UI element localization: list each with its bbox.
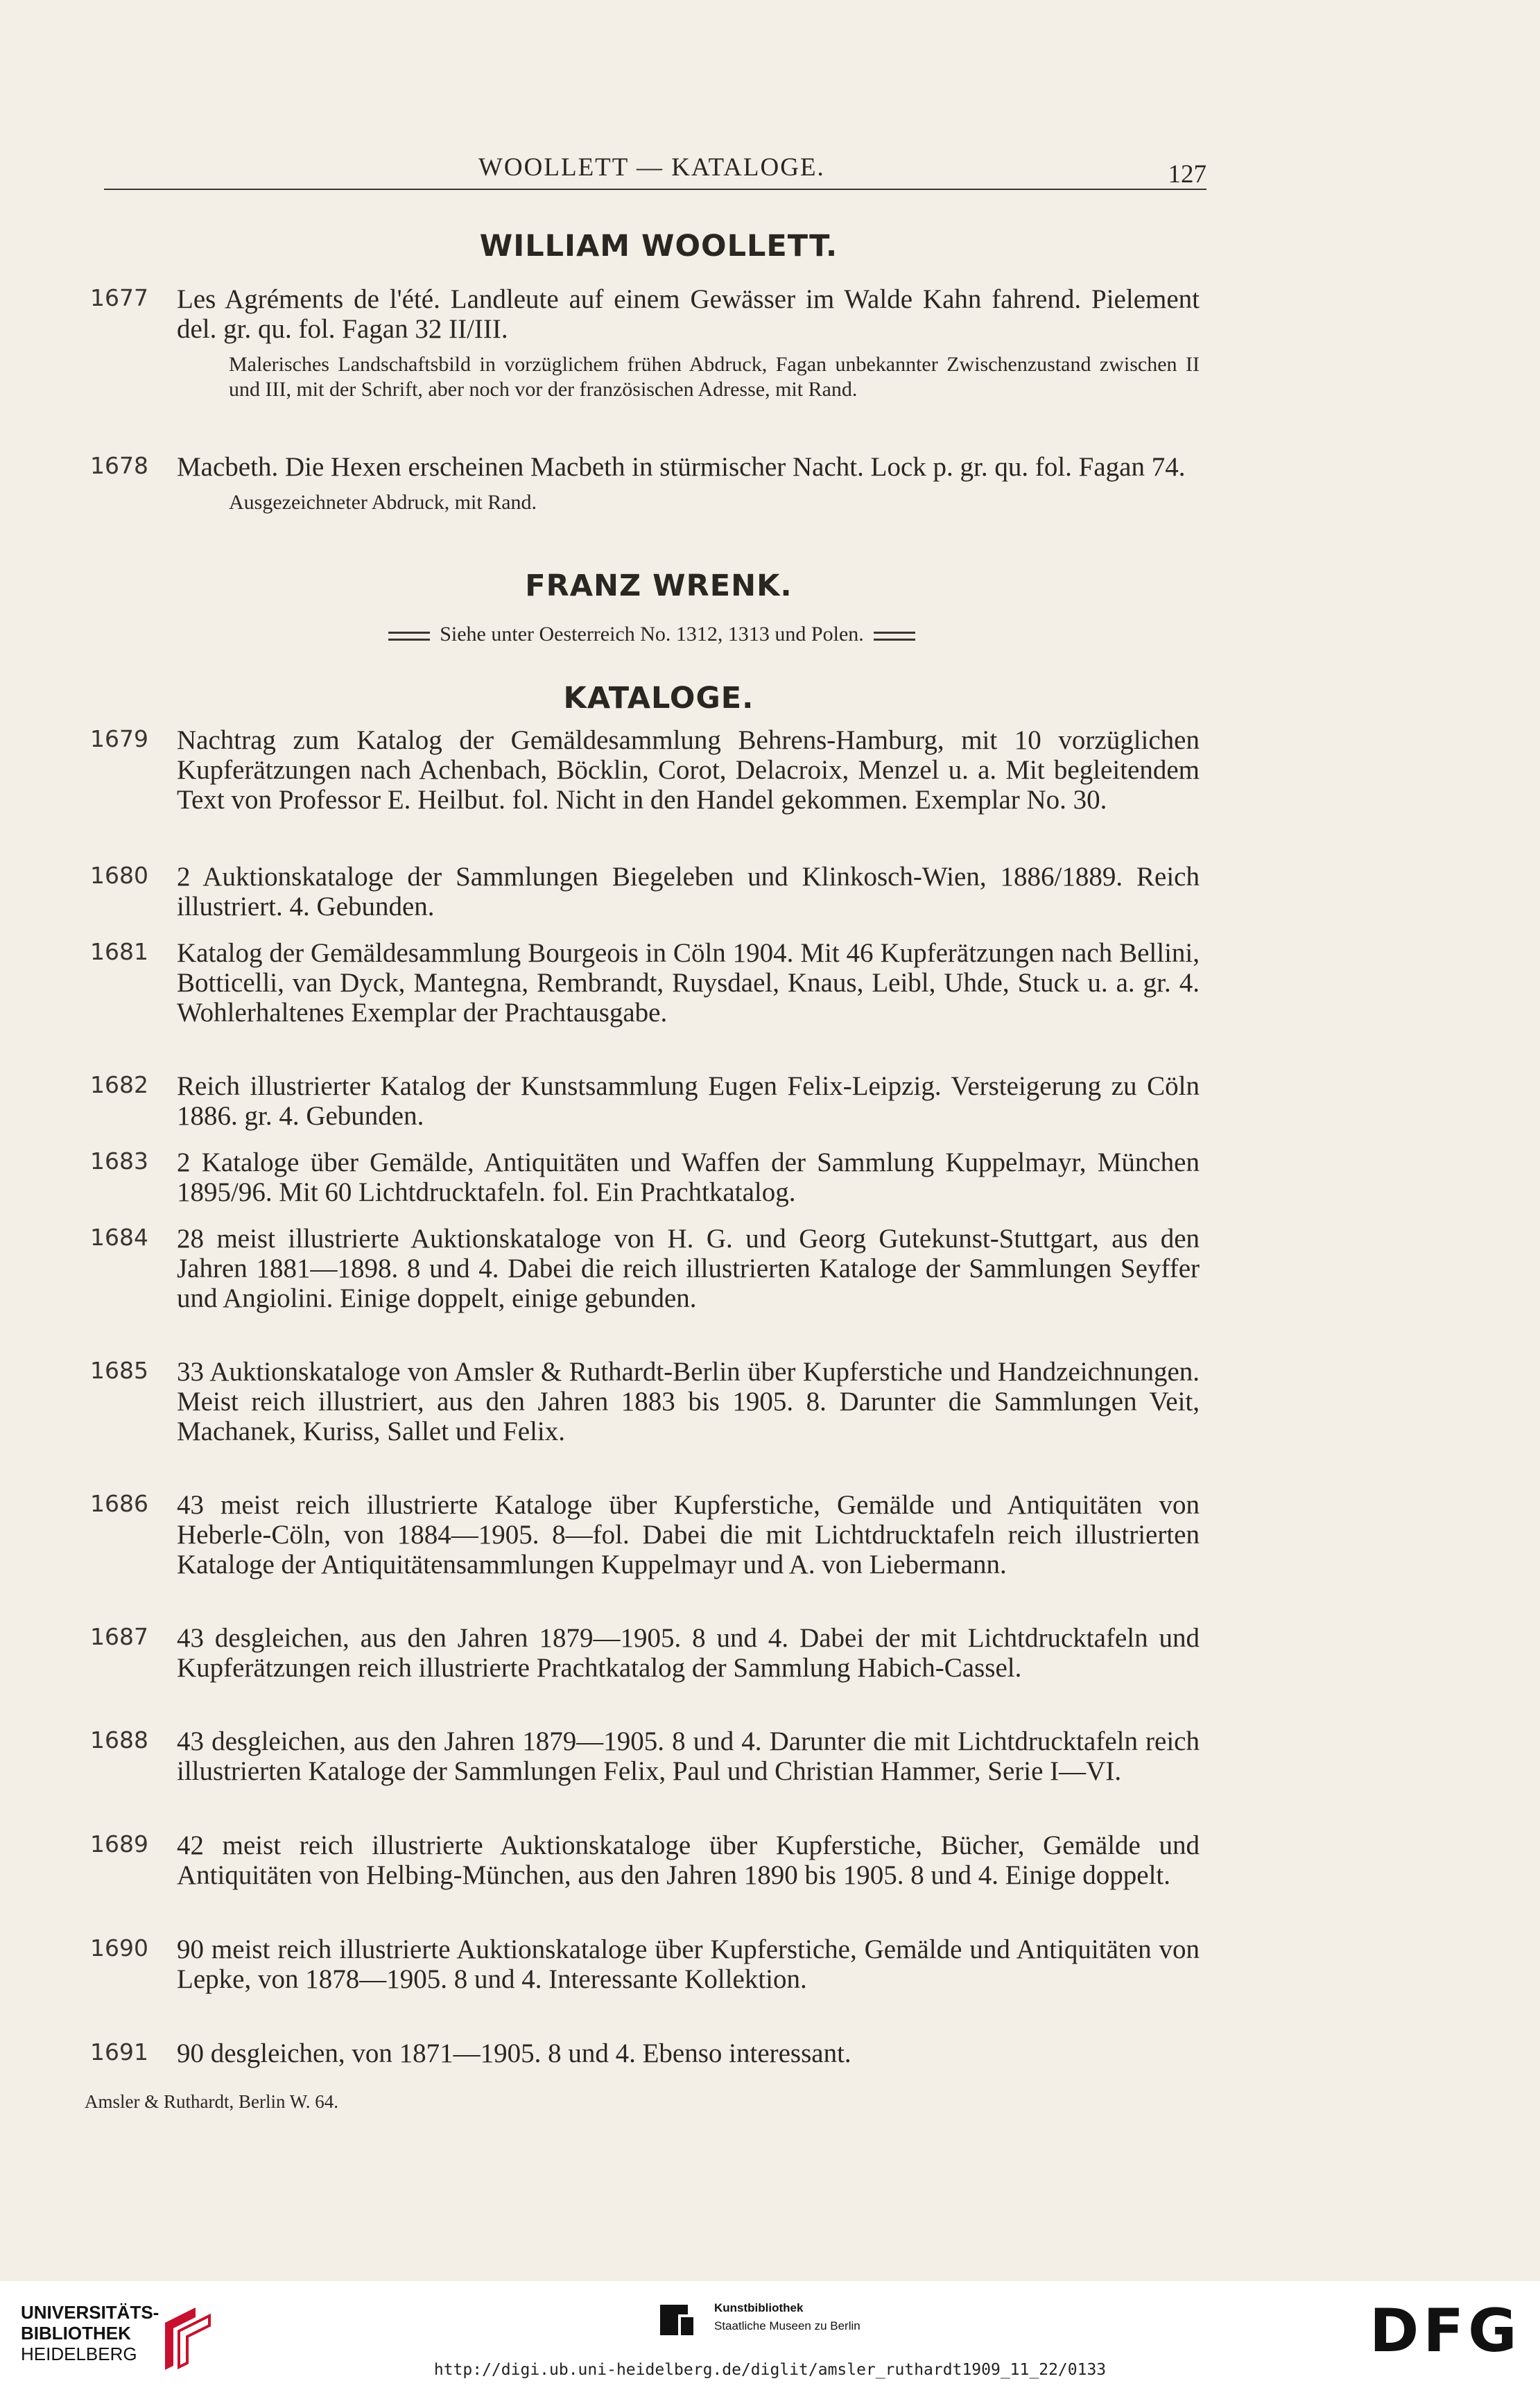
printer-imprint: Amsler & Ruthardt, Berlin W. 64. bbox=[85, 2091, 338, 2112]
section-title-woollett: WILLIAM WOOLLETT. bbox=[479, 229, 838, 263]
catalog-entry bbox=[90, 725, 1200, 815]
dfg-logo[interactable]: DFG bbox=[1369, 2296, 1521, 2366]
section-title-wrenk: FRANZ WRENK. bbox=[525, 569, 793, 603]
entry-text: 28 meist illustrierte Auktionskataloge von H. G. und Georg Gutekunst-Stuttgart, aus den Jahren 1881—1898. 8 und 4. Dabei die reich illustrierten Kataloge der Sammlungen Seyffer und Angiolini. Einige doppelt, einige gebunden. bbox=[177, 1224, 1200, 1313]
catalog-entry bbox=[90, 1357, 1200, 1446]
entry-number: 1690 bbox=[90, 1934, 148, 1962]
page-number: 127 bbox=[1168, 160, 1206, 189]
catalog-entry bbox=[90, 1623, 1200, 1683]
entry-text: 42 meist reich illustrierte Auktionskataloge über Kupferstiche, Bücher, Gemälde und Antiquitäten von Helbing-München, aus den Jahren 1890 bis 1905. 8 und 4. Einige doppelt. bbox=[177, 1830, 1200, 1890]
running-title: WOOLLETT — KATALOGE. bbox=[478, 153, 825, 182]
entry-remark: Malerisches Landschaftsbild in vorzüglichem frühen Abdruck, Fagan unbekannter Zwischenzustand zwischen II und III, mit der Schrift, aber noch vor der französischen Adresse, mit Rand. bbox=[229, 353, 1200, 401]
entry-number: 1688 bbox=[90, 1726, 148, 1753]
entry-number: 1683 bbox=[90, 1148, 148, 1175]
entry-number: 1685 bbox=[90, 1357, 148, 1384]
catalog-entry bbox=[90, 1934, 1200, 1994]
entry-text: 2 Auktionskataloge der Sammlungen Biegeleben und Klinkosch-Wien, 1886/1889. Reich illustriert. 4. Gebunden. bbox=[177, 862, 1200, 921]
library-name-line: UNIVERSITÄTS- bbox=[21, 2302, 159, 2323]
entry-text: Macbeth. Die Hexen erscheinen Macbeth in stürmischer Nacht. Lock p. gr. qu. fol. Fagan 74. bbox=[177, 452, 1186, 482]
catalog-entry bbox=[90, 2038, 1200, 2068]
entry-remark: Ausgezeichneter Abdruck, mit Rand. bbox=[229, 491, 537, 514]
entry-number: 1681 bbox=[90, 938, 148, 965]
viewer-footer bbox=[0, 2281, 1540, 2390]
entry-number: 1687 bbox=[90, 1623, 148, 1650]
library-name-line: HEIDELBERG bbox=[21, 2344, 137, 2364]
kunstbibliothek-logo[interactable] bbox=[657, 2296, 949, 2345]
catalog-entry bbox=[90, 1224, 1200, 1313]
cross-reference-note bbox=[0, 623, 1304, 646]
catalog-entry bbox=[90, 284, 1200, 402]
double-rule bbox=[388, 632, 430, 641]
catalog-entry bbox=[90, 1726, 1200, 1786]
entry-text: Les Agréments de l'été. Landleute auf einem Gewässer im Walde Kahn fahrend. Pielement del. gr. qu. fol. Fagan 32 II/III. bbox=[177, 284, 1200, 344]
permalink-url[interactable]: http://digi.ub.uni-heidelberg.de/diglit/amsler_ruthardt1909_11_22/0133 bbox=[433, 2361, 1107, 2379]
entry-number: 1684 bbox=[90, 1224, 148, 1251]
library-name bbox=[21, 2302, 159, 2364]
entry-number: 1691 bbox=[90, 2038, 148, 2066]
entry-text: 90 meist reich illustrierte Auktionskataloge über Kupferstiche, Gemälde und Antiquitäten von Lepke, von 1878—1905. 8 und 4. Interessante Kollektion. bbox=[177, 1934, 1200, 1994]
entry-number: 1689 bbox=[90, 1830, 148, 1858]
entry-number: 1678 bbox=[90, 452, 148, 479]
double-rule bbox=[874, 632, 915, 641]
entry-text: 90 desgleichen, von 1871—1905. 8 und 4. Ebenso interessant. bbox=[177, 2038, 851, 2068]
catalog-entry bbox=[90, 1148, 1200, 1207]
cross-reference-text: Siehe unter Oesterreich No. 1312, 1313 und Polen. bbox=[440, 623, 864, 646]
entry-text: Nachtrag zum Katalog der Gemäldesammlung Behrens-Hamburg, mit 10 vorzüglichen Kupferätzungen nach Achenbach, Böcklin, Corot, Delacroix, Menzel u. a. Mit begleitendem Text von Professor E. Heilbut. fol. Nicht in den Handel gekommen. Exemplar No. 30. bbox=[177, 725, 1200, 815]
entry-text: 33 Auktionskataloge von Amsler & Ruthardt-Berlin über Kupferstiche und Handzeichnungen. Meist reich illustriert, aus den Jahren 1883 bis 1905. 8. Darunter die Sammlungen Veit, Machanek, Kuriss, Sallet und Felix. bbox=[177, 1357, 1200, 1446]
entry-text: 43 desgleichen, aus den Jahren 1879—1905. 8 und 4. Dabei der mit Lichtdrucktafeln und Kupferätzungen reich illustrierte Prachtkatalog der Sammlung Habich-Cassel. bbox=[177, 1623, 1200, 1683]
catalog-entry bbox=[90, 452, 1200, 515]
entry-number: 1686 bbox=[90, 1490, 148, 1517]
catalog-entry bbox=[90, 1071, 1200, 1131]
entry-number: 1677 bbox=[90, 284, 148, 311]
page-header bbox=[104, 147, 1206, 190]
catalog-entry bbox=[90, 1490, 1200, 1579]
entry-number: 1680 bbox=[90, 862, 148, 889]
entry-text: 43 meist reich illustrierte Kataloge über Kupferstiche, Gemälde und Antiquitäten von Heberle-Cöln, von 1884—1905. 8—fol. Dabei die mit Lichtdrucktafeln reich illustrierten Kataloge der Antiquitätensammlungen Kuppelmayr und A. von Liebermann. bbox=[177, 1490, 1200, 1579]
entry-text: Reich illustrierter Katalog der Kunstsammlung Eugen Felix-Leipzig. Versteigerung zu Cöln 1886. gr. 4. Gebunden. bbox=[177, 1071, 1200, 1131]
entry-number: 1679 bbox=[90, 725, 148, 752]
entry-text: 43 desgleichen, aus den Jahren 1879—1905. 8 und 4. Darunter die mit Lichtdrucktafeln reich illustrierten Kataloge der Sammlungen Felix, Paul und Christian Hammer, Serie I—VI. bbox=[177, 1726, 1200, 1786]
catalog-entry bbox=[90, 1830, 1200, 1890]
kunstbibliothek-name bbox=[714, 2299, 860, 2335]
kunstbibliothek-title: Kunstbibliothek bbox=[714, 2301, 804, 2314]
entry-text: Katalog der Gemäldesammlung Bourgeois in Cöln 1904. Mit 46 Kupferätzungen nach Bellini, Botticelli, van Dyck, Mantegna, Rembrandt, Ruysdael, Knaus, Leibl, Uhde, Stuck u. a. gr. 4. Wohlerhaltenes Exemplar der Prachtausgabe. bbox=[177, 938, 1200, 1028]
catalog-entry bbox=[90, 862, 1200, 921]
library-name-line: BIBLIOTHEK bbox=[21, 2323, 131, 2344]
entry-number: 1682 bbox=[90, 1071, 148, 1098]
catalog-entry bbox=[90, 938, 1200, 1028]
kunstbibliothek-subtitle: Staatliche Museen zu Berlin bbox=[714, 2319, 860, 2332]
section-title-kataloge: KATALOGE. bbox=[563, 681, 754, 716]
entry-text: 2 Kataloge über Gemälde, Antiquitäten und Waffen der Sammlung Kuppelmayr, München 1895/96. Mit 60 Lichtdrucktafeln. fol. Ein Prachtkatalog. bbox=[177, 1148, 1200, 1207]
kunstbibliothek-mark-icon bbox=[657, 2301, 696, 2339]
